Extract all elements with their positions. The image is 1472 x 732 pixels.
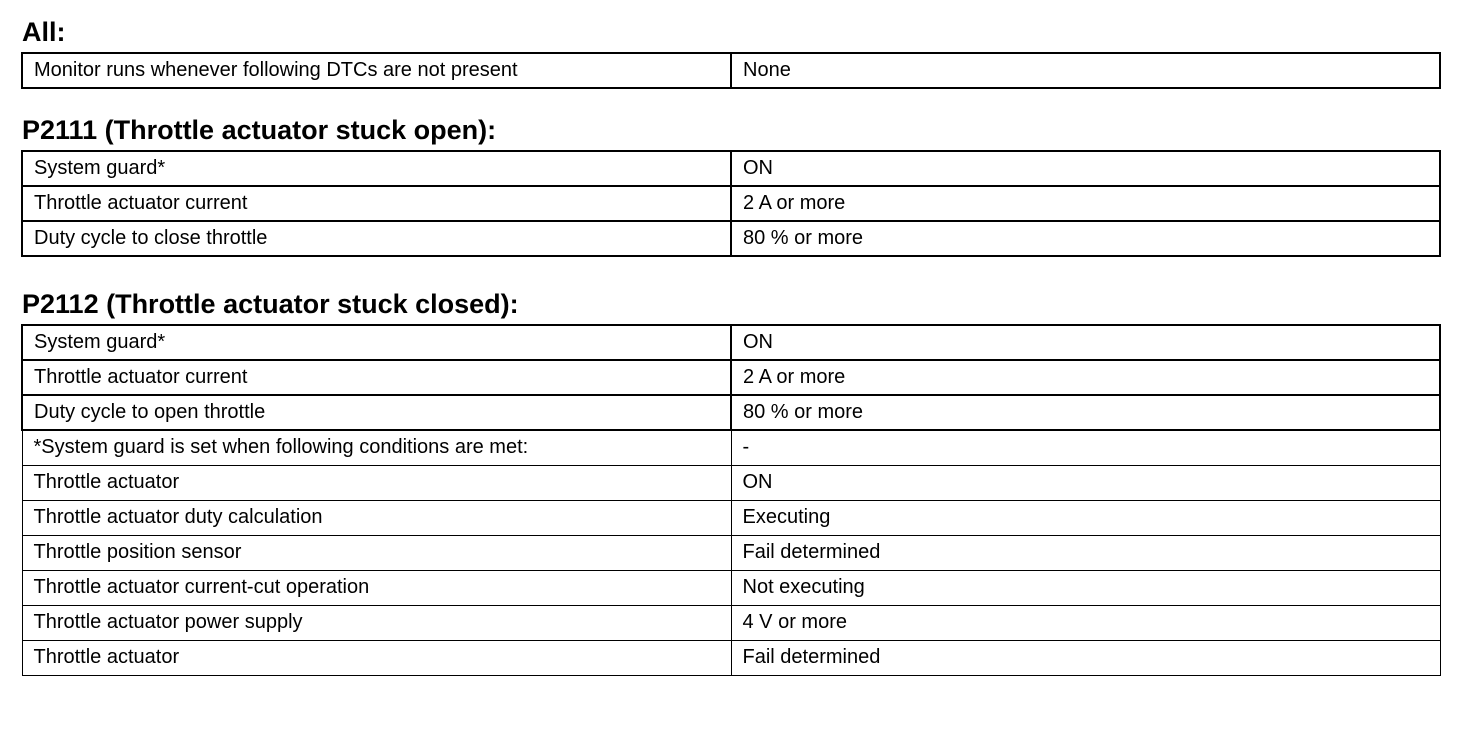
condition-cell: Throttle actuator (22, 465, 731, 500)
table-row (22, 360, 1440, 395)
conditions-table-all (21, 52, 1441, 89)
value-cell: 2 A or more (731, 186, 1440, 221)
value-cell: ON (731, 151, 1440, 186)
value-cell: 4 V or more (731, 605, 1440, 640)
condition-cell: Throttle actuator current-cut operation (22, 570, 731, 605)
value-cell: 80 % or more (731, 221, 1440, 256)
condition-cell: System guard* (22, 325, 731, 360)
value-cell: - (731, 430, 1440, 465)
footnote-row (22, 465, 1440, 500)
footnote-row (22, 605, 1440, 640)
footnote-row (22, 500, 1440, 535)
conditions-table-p2112 (21, 324, 1441, 676)
condition-cell: Throttle actuator duty calculation (22, 500, 731, 535)
table-row (22, 53, 1440, 88)
condition-cell: Throttle actuator current (22, 360, 731, 395)
condition-cell: System guard* (22, 151, 731, 186)
footnote-row (22, 640, 1440, 675)
condition-cell: Throttle actuator power supply (22, 605, 731, 640)
value-cell: ON (731, 465, 1440, 500)
table-row (22, 186, 1440, 221)
value-cell: Fail determined (731, 640, 1440, 675)
value-cell: Executing (731, 500, 1440, 535)
section-title-p2112: P2112 (Throttle actuator stuck closed): (22, 289, 519, 319)
table-row (22, 151, 1440, 186)
condition-cell: Throttle actuator current (22, 186, 731, 221)
table-row (22, 395, 1440, 430)
condition-cell: Throttle position sensor (22, 535, 731, 570)
condition-cell: Throttle actuator (22, 640, 731, 675)
value-cell: ON (731, 325, 1440, 360)
section-title-all: All: (22, 17, 66, 47)
footnote-row (22, 535, 1440, 570)
value-cell: Not executing (731, 570, 1440, 605)
condition-cell: Duty cycle to close throttle (22, 221, 731, 256)
value-cell: None (731, 53, 1440, 88)
value-cell: Fail determined (731, 535, 1440, 570)
footnote-row (22, 430, 1440, 465)
table-row (22, 325, 1440, 360)
conditions-table-p2111 (21, 150, 1441, 257)
value-cell: 2 A or more (731, 360, 1440, 395)
section-title-p2111: P2111 (Throttle actuator stuck open): (22, 115, 497, 145)
table-row (22, 221, 1440, 256)
condition-cell: *System guard is set when following conditions are met: (22, 430, 731, 465)
condition-cell: Monitor runs whenever following DTCs are not present (22, 53, 731, 88)
footnote-row (22, 570, 1440, 605)
value-cell: 80 % or more (731, 395, 1440, 430)
condition-cell: Duty cycle to open throttle (22, 395, 731, 430)
